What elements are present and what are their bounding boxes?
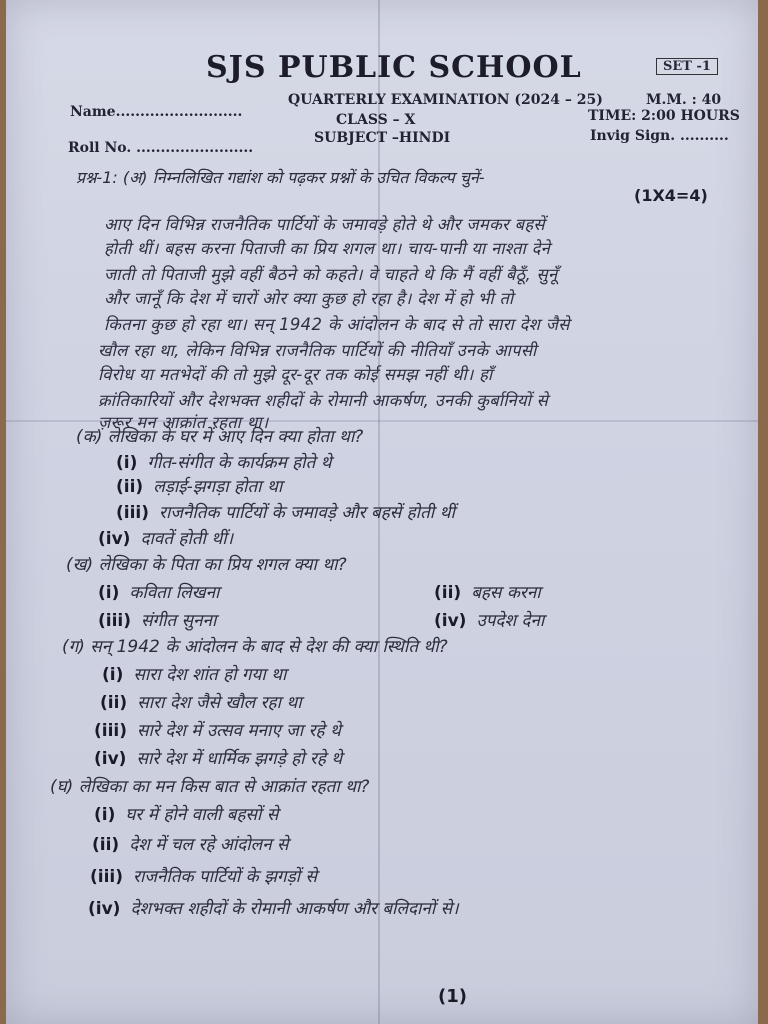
passage-line: होती थीं। बहस करना पिताजी का प्रिय शगल था। चाय-पानी या नाश्ता देने bbox=[104, 239, 551, 258]
question-text: (ग) सन् 1942 के आंदोलन के बाद से देश की क्या स्थिति थी? bbox=[62, 637, 448, 657]
option-text: बहस करना bbox=[471, 583, 541, 603]
option-text: उपदेश देना bbox=[476, 611, 545, 631]
invigilator-sign: Invig Sign. .......... bbox=[590, 128, 729, 144]
passage-line: कितना कुछ हो रहा था। सन् 1942 के आंदोलन के बाद से तो सारा देश जैसे bbox=[104, 315, 570, 334]
option-number: (i) bbox=[102, 665, 124, 685]
option-item bbox=[98, 608, 216, 631]
option-number: (iii) bbox=[98, 611, 132, 631]
option-number: (ii) bbox=[92, 835, 120, 855]
max-marks: M.M. : 40 bbox=[646, 92, 722, 108]
option-item bbox=[94, 746, 342, 769]
option-number: (iii) bbox=[94, 721, 128, 741]
option-item bbox=[98, 580, 219, 603]
option-item bbox=[116, 500, 455, 523]
option-number: (ii) bbox=[434, 583, 462, 603]
option-item bbox=[88, 896, 459, 919]
option-text: सारे देश में उत्सव मनाए जा रहे थे bbox=[137, 721, 341, 741]
option-text: देशभक्त शहीदों के रोमानी आकर्षण और बलिदानों से। bbox=[130, 899, 459, 919]
option-item bbox=[116, 450, 332, 473]
option-item bbox=[94, 802, 278, 825]
name-field: Name.......................... bbox=[70, 104, 243, 120]
question-text: (घ) लेखिका का मन किस बात से आक्रांत रहता था? bbox=[50, 777, 370, 797]
passage-line: और जानूँ कि देश में चारों ओर क्या कुछ हो रहा है। देश में हो भी तो bbox=[104, 289, 514, 308]
question-text: (ख) लेखिका के पिता का प्रिय शगल क्या था? bbox=[66, 555, 347, 575]
passage-line: आए दिन विभिन्न राजनैतिक पार्टियों के जमावड़े होते थे और जमकर बहसें bbox=[104, 215, 545, 234]
option-item bbox=[116, 474, 282, 497]
option-text: राजनैतिक पार्टियों के झगड़ों से bbox=[133, 867, 317, 887]
set-label: SET -1 bbox=[656, 58, 718, 75]
option-text: राजनैतिक पार्टियों के जमावड़े और बहसें होती थीं bbox=[159, 503, 455, 523]
option-number: (i) bbox=[116, 453, 138, 473]
passage-line: जाती तो पिताजी मुझे वहीं बैठने को कहते। वे चाहते थे कि मैं वहीं बैठूँ, सुनूँ bbox=[104, 265, 558, 284]
option-number: (iv) bbox=[94, 749, 127, 769]
option-number: (iii) bbox=[90, 867, 124, 887]
option-text: घर में होने वाली बहसों से bbox=[125, 805, 279, 825]
option-number: (iii) bbox=[116, 503, 150, 523]
option-item bbox=[98, 526, 233, 549]
option-text: सारा देश जैसे खौल रहा था bbox=[137, 693, 302, 713]
passage-line: ज़रूर मन आक्रांत रहता था। bbox=[98, 413, 269, 432]
school-name: SJS PUBLIC SCHOOL bbox=[206, 50, 582, 85]
option-number: (i) bbox=[98, 583, 120, 603]
question-marks: (1X4=4) bbox=[634, 186, 708, 205]
option-text: सारा देश शांत हो गया था bbox=[133, 665, 287, 685]
option-text: लड़ाई-झगड़ा होता था bbox=[153, 477, 283, 497]
option-number: (ii) bbox=[116, 477, 144, 497]
roll-field: Roll No. ........................ bbox=[68, 140, 254, 156]
exam-title: QUARTERLY EXAMINATION (2024 – 25) bbox=[288, 92, 603, 108]
option-text: गीत-संगीत के कार्यक्रम होते थे bbox=[147, 453, 332, 473]
option-item bbox=[102, 662, 286, 685]
option-item bbox=[94, 718, 341, 741]
passage-line: खौल रहा था, लेकिन विभिन्न राजनैतिक पार्टियों की नीतियाँ उनके आपसी bbox=[98, 341, 537, 360]
subject-label: SUBJECT –HINDI bbox=[314, 130, 451, 146]
question-text: (क) लेखिका के घर में आए दिन क्या होता था? bbox=[76, 427, 364, 447]
page-number: (1) bbox=[438, 986, 467, 1007]
option-number: (ii) bbox=[100, 693, 128, 713]
option-text: दावतें होती थीं। bbox=[140, 529, 234, 549]
option-text: देश में चल रहे आंदोलन से bbox=[129, 835, 289, 855]
option-number: (i) bbox=[94, 805, 116, 825]
exam-paper bbox=[6, 0, 758, 1024]
option-text: सारे देश में धार्मिक झगड़े हो रहे थे bbox=[136, 749, 343, 769]
option-number: (iv) bbox=[98, 529, 131, 549]
option-text: कविता लिखना bbox=[129, 583, 220, 603]
option-item bbox=[434, 580, 541, 603]
passage-line: क्रांतिकारियों और देशभक्त शहीदों के रोमानी आकर्षण, उनकी कुर्बानियों से bbox=[98, 391, 549, 410]
option-number: (iv) bbox=[434, 611, 467, 631]
class-label: CLASS – X bbox=[336, 112, 416, 128]
passage-line: विरोध या मतभेदों की तो मुझे दूर-दूर तक कोई समझ नहीं थी। हाँ bbox=[98, 365, 493, 384]
option-item bbox=[100, 690, 302, 713]
option-item bbox=[434, 608, 544, 631]
option-item bbox=[90, 864, 317, 887]
question-instruction: प्रश्न-1: (अ) निम्नलिखित गद्यांश को पढ़कर प्रश्नों के उचित विकल्प चुनें- bbox=[76, 168, 485, 187]
option-item bbox=[92, 832, 289, 855]
time-label: TIME: 2:00 HOURS bbox=[588, 108, 740, 124]
option-number: (iv) bbox=[88, 899, 121, 919]
option-text: संगीत सुनना bbox=[141, 611, 217, 631]
